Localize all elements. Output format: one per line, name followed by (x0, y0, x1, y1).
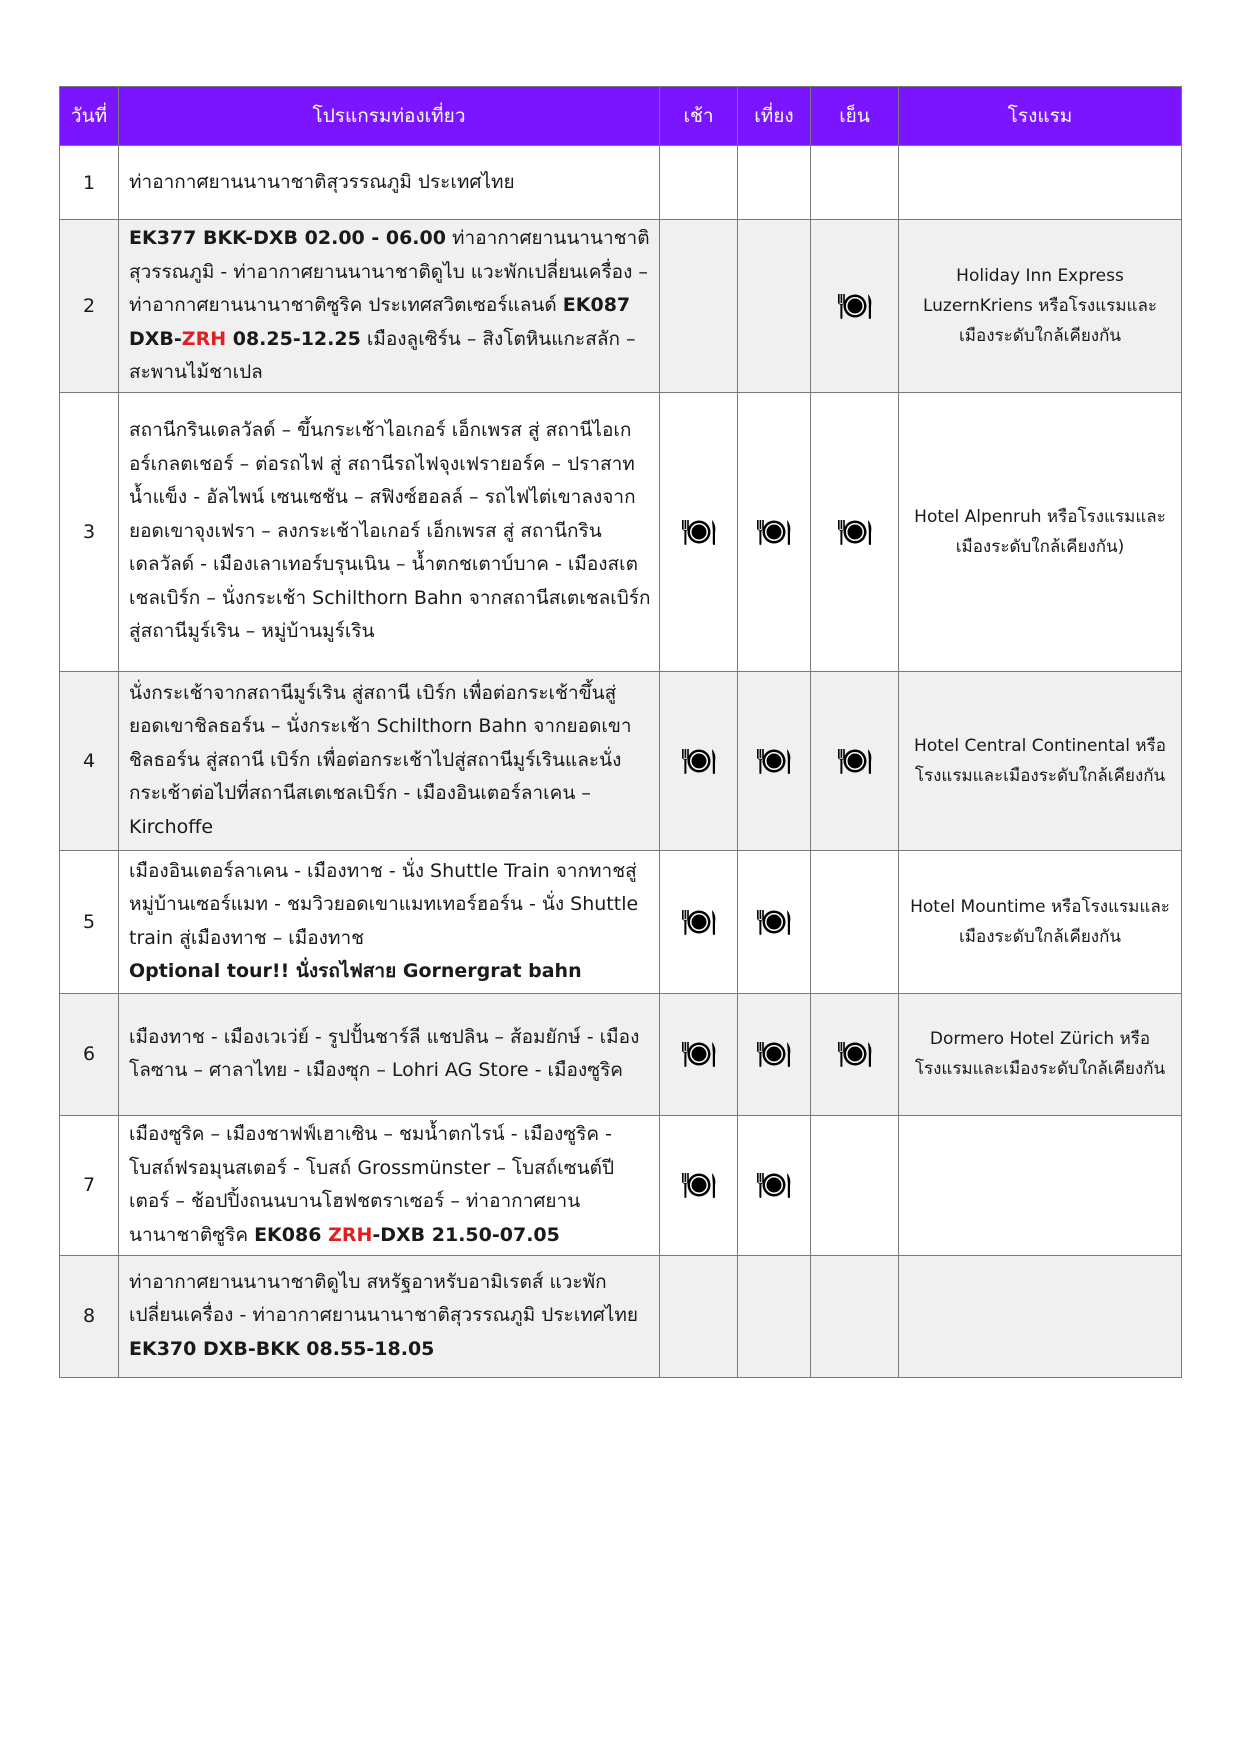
day-number: 5 (60, 850, 119, 993)
table-row (60, 850, 1182, 993)
table-row (60, 146, 1182, 220)
hotel-text (899, 146, 1182, 220)
table-row (60, 220, 1182, 393)
lunch-cell (738, 993, 811, 1115)
plate-with-fork-and-knife-icon (679, 907, 719, 937)
itinerary-table (59, 86, 1182, 1378)
airport-code-highlight: ZRH (181, 327, 227, 350)
program-text: สถานีกรินเดลวัลด์ – ขึ้นกระเช้าไอเกอร์ เอ็กเพรส สู่ สถานีไอเกอร์เกลตเชอร์ – ต่อรถไฟ สู่ สถานีรถไฟจุงเฟรายอร์ค – ปราสาทน้ำแข็ง - อัลไพน์ เซนเซชัน – สฟิงซ์ฮอลล์ – รถไฟไต่เขาลงจากยอดเขาจุงเฟรา – ลงกระเช้าไอเกอร์ เอ็กเพรส สู่ สถานีกรินเดลวัลด์ - เมืองเลาเทอร์บรุนเนิน – น้ำตกชเตาบ์บาค - เมืองสเตเชลเบิร์ก – นั่งกระเช้า Schilthorn Bahn จากสถานีสเตเชลเบิร์กสู่สถานีมูร์เริน – หมู่บ้านมูร์เริน (119, 392, 660, 671)
breakfast-cell (660, 993, 738, 1115)
hotel-text: Holiday Inn Express LuzernKriens หรือโรงแรมและเมืองระดับใกล้เคียงกัน (899, 220, 1182, 393)
flight-code: EK377 BKK-DXB 02.00 - 06.00 (129, 227, 446, 249)
flight-code: EK087 DXB- (129, 294, 631, 350)
breakfast-cell (660, 1115, 738, 1255)
table-row (60, 1115, 1182, 1255)
dinner-cell (811, 220, 899, 393)
breakfast-cell (660, 392, 738, 671)
program-text: เมืองซูริค – เมืองชาฟฟ์เฮาเซิน – ชมน้ำตกไรน์ - เมืองซูริค - โบสถ์ฟรอมุนสเตอร์ - โบสถ์ Grossmünster – โบสถ์เซนต์ปีเตอร์ – ช้อปปิ้งถนนบานโฮฟชตราเซอร์ – ท่าอากาศยานนานาชาติซูริค EK086 ZRH-DXB 21.50-07.05 (119, 1115, 660, 1255)
table-header-row (60, 87, 1182, 146)
day-number: 1 (60, 146, 119, 220)
dinner-cell (811, 1115, 899, 1255)
program-text: EK377 BKK-DXB 02.00 - 06.00 ท่าอากาศยานนานาชาติสุวรรณภูมิ - ท่าอากาศยานนานาชาติดูไบ แวะพักเปลี่ยนเครื่อง – ท่าอากาศยานนานาชาติซูริค ประเทศสวิตเซอร์แลนด์ EK087 DXB-ZRH 08.25-12.25 เมืองลูเซิร์น – สิงโตหินแกะสลัก – สะพานไม้ชาเปล (119, 220, 660, 393)
hotel-text (899, 1115, 1182, 1255)
plate-with-fork-and-knife-icon (679, 746, 719, 776)
table-row (60, 993, 1182, 1115)
breakfast-cell (660, 146, 738, 220)
day-number: 7 (60, 1115, 119, 1255)
flight-code: -DXB 21.50-07.05 (372, 1223, 560, 1246)
day-number: 2 (60, 220, 119, 393)
plate-with-fork-and-knife-icon (754, 1170, 794, 1200)
lunch-cell (738, 392, 811, 671)
dinner-cell (811, 1255, 899, 1377)
plate-with-fork-and-knife-icon (679, 517, 719, 547)
header-program: โปรแกรมท่องเที่ยว (119, 87, 660, 146)
plate-with-fork-and-knife-icon (754, 517, 794, 547)
dinner-cell (811, 850, 899, 993)
lunch-cell (738, 671, 811, 850)
program-text: นั่งกระเช้าจากสถานีมูร์เริน สู่สถานี เบิร์ก เพื่อต่อกระเช้าขึ้นสู่ยอดเขาชิลธอร์น – นั่งกระเช้า Schilthorn Bahn จากยอดเขาชิลธอร์น สู่สถานี เบิร์ก เพื่อต่อกระเช้าไปสู่สถานีมูร์เรินและนั่งกระเช้าต่อไปที่สถานีสเตเชลเบิร์ก - เมืองอินเตอร์ลาเคน – Kirchoffe (119, 671, 660, 850)
breakfast-cell (660, 850, 738, 993)
plate-with-fork-and-knife-icon (835, 1039, 875, 1069)
dinner-cell (811, 146, 899, 220)
day-number: 3 (60, 392, 119, 671)
header-hotel: โรงแรม (899, 87, 1182, 146)
dinner-cell (811, 392, 899, 671)
program-text: ท่าอากาศยานนานาชาติดูไบ สหรัฐอาหรับอามิเรตส์ แวะพักเปลี่ยนเครื่อง - ท่าอากาศยานนานาชาติสุวรรณภูมิ ประเทศไทย EK370 DXB-BKK 08.55-18.05 (119, 1255, 660, 1377)
hotel-text: Hotel Alpenruh หรือโรงแรมและเมืองระดับใกล้เคียงกัน) (899, 392, 1182, 671)
breakfast-cell (660, 220, 738, 393)
dinner-cell (811, 671, 899, 850)
plate-with-fork-and-knife-icon (754, 1039, 794, 1069)
optional-tour-note: Optional tour!! นั่งรถไฟสาย Gornergrat bahn (129, 960, 582, 982)
plate-with-fork-and-knife-icon (835, 746, 875, 776)
program-text: ท่าอากาศยานนานาชาติสุวรรณภูมิ ประเทศไทย (119, 146, 660, 220)
breakfast-cell (660, 1255, 738, 1377)
day-number: 8 (60, 1255, 119, 1377)
header-dinner: เย็น (811, 87, 899, 146)
hotel-text (899, 1255, 1182, 1377)
dinner-cell (811, 993, 899, 1115)
plate-with-fork-and-knife-icon (679, 1039, 719, 1069)
table-row (60, 392, 1182, 671)
table-row (60, 1255, 1182, 1377)
plate-with-fork-and-knife-icon (754, 907, 794, 937)
lunch-cell (738, 220, 811, 393)
table-row (60, 671, 1182, 850)
day-number: 6 (60, 993, 119, 1115)
airport-code-highlight: ZRH (328, 1223, 373, 1246)
day-number: 4 (60, 671, 119, 850)
breakfast-cell (660, 671, 738, 850)
lunch-cell (738, 1255, 811, 1377)
plate-with-fork-and-knife-icon (835, 517, 875, 547)
flight-code: EK370 DXB-BKK 08.55-18.05 (129, 1337, 435, 1360)
flight-code: EK086 (254, 1223, 329, 1246)
hotel-text: Hotel Central Continental หรือโรงแรมและเมืองระดับใกล้เคียงกัน (899, 671, 1182, 850)
program-text: เมืองทาช - เมืองเวเว่ย์ - รูปปั้นชาร์ลี แชปลิน – ส้อมยักษ์ - เมืองโลซาน – ศาลาไทย - เมืองซุก – Lohri AG Store - เมืองซูริค (119, 993, 660, 1115)
plate-with-fork-and-knife-icon (835, 291, 875, 321)
program-text: เมืองอินเตอร์ลาเคน - เมืองทาช - นั่ง Shuttle Train จากทาชสู่หมู่บ้านเซอร์แมท - ชมวิวยอดเขาแมทเทอร์ฮอร์น - นั่ง Shuttle train สู่เมืองทาช – เมืองทาช Optional tour!! นั่งรถไฟสาย Gornergrat bahn (119, 850, 660, 993)
hotel-text: Hotel Mountime หรือโรงแรมและเมืองระดับใกล้เคียงกัน (899, 850, 1182, 993)
lunch-cell (738, 146, 811, 220)
header-breakfast: เช้า (660, 87, 738, 146)
header-day: วันที่ (60, 87, 119, 146)
plate-with-fork-and-knife-icon (679, 1170, 719, 1200)
lunch-cell (738, 850, 811, 993)
lunch-cell (738, 1115, 811, 1255)
plate-with-fork-and-knife-icon (754, 746, 794, 776)
header-lunch: เที่ยง (738, 87, 811, 146)
hotel-text: Dormero Hotel Zürich หรือโรงแรมและเมืองระดับใกล้เคียงกัน (899, 993, 1182, 1115)
